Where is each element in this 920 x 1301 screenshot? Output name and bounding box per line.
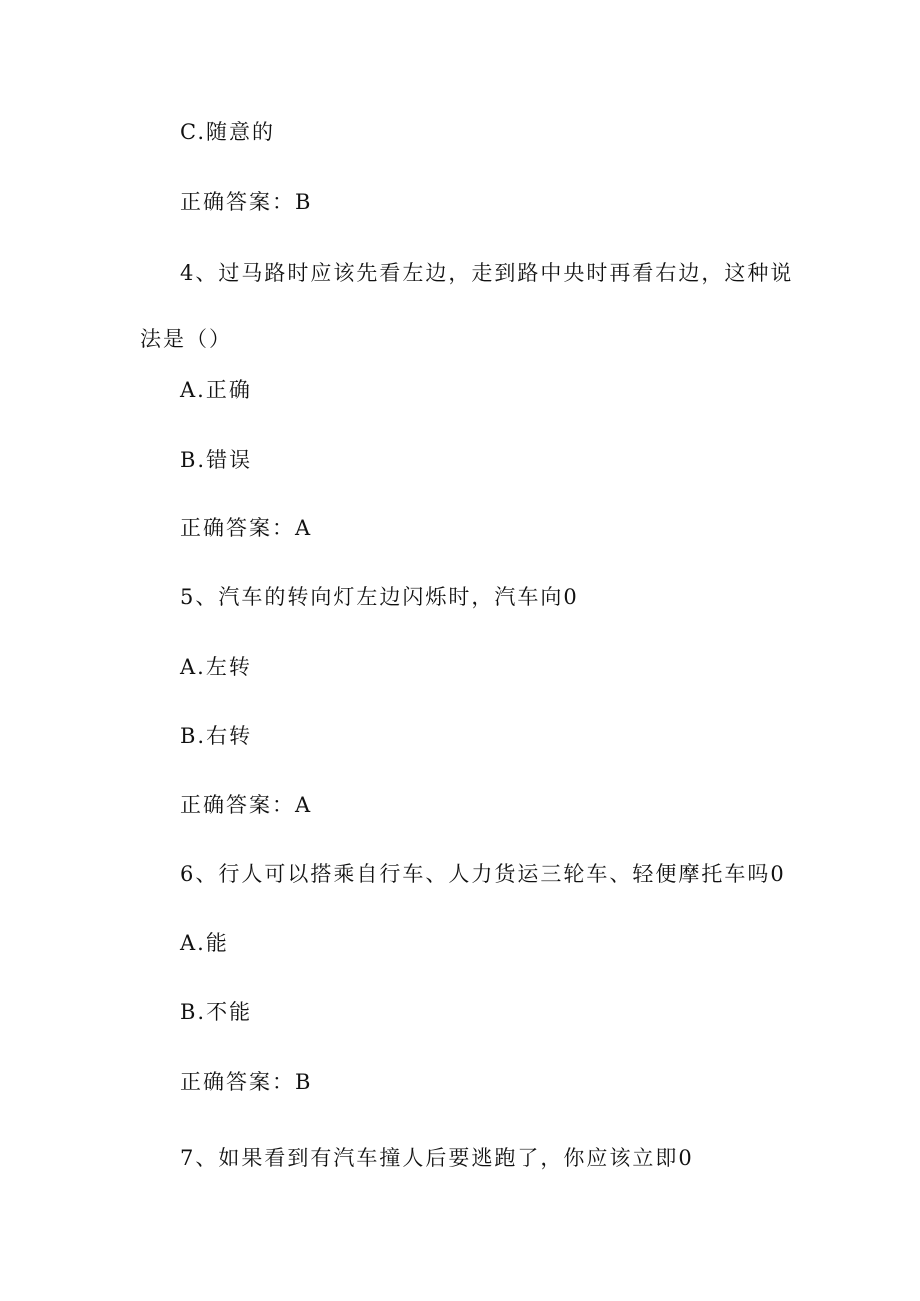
answer-q4: 正确答案：A: [180, 516, 313, 540]
option-b-q5: B.右转: [180, 724, 253, 748]
question-6: 6、行人可以搭乘自行车、人力货运三轮车、轻便摩托车吗0: [180, 862, 786, 886]
option-b-q4: B.错误: [180, 448, 253, 472]
option-c-q3: C.随意的: [180, 120, 275, 144]
question-7: 7、如果看到有汽车撞人后要逃跑了，你应该立即0: [180, 1146, 694, 1170]
option-a-q6: A.能: [180, 931, 229, 955]
option-a-q4: A.正确: [180, 378, 252, 402]
question-5: 5、汽车的转向灯左边闪烁时，汽车向0: [180, 585, 579, 609]
question-4: 4、过马路时应该先看左边，走到路中央时再看右边，这种说法是（）: [140, 261, 794, 351]
answer-q3: 正确答案：B: [180, 190, 313, 214]
answer-q6: 正确答案：B: [180, 1070, 313, 1094]
option-b-q6: B.不能: [180, 1000, 253, 1024]
option-a-q5: A.左转: [180, 655, 252, 679]
answer-q5: 正确答案：A: [180, 793, 313, 817]
